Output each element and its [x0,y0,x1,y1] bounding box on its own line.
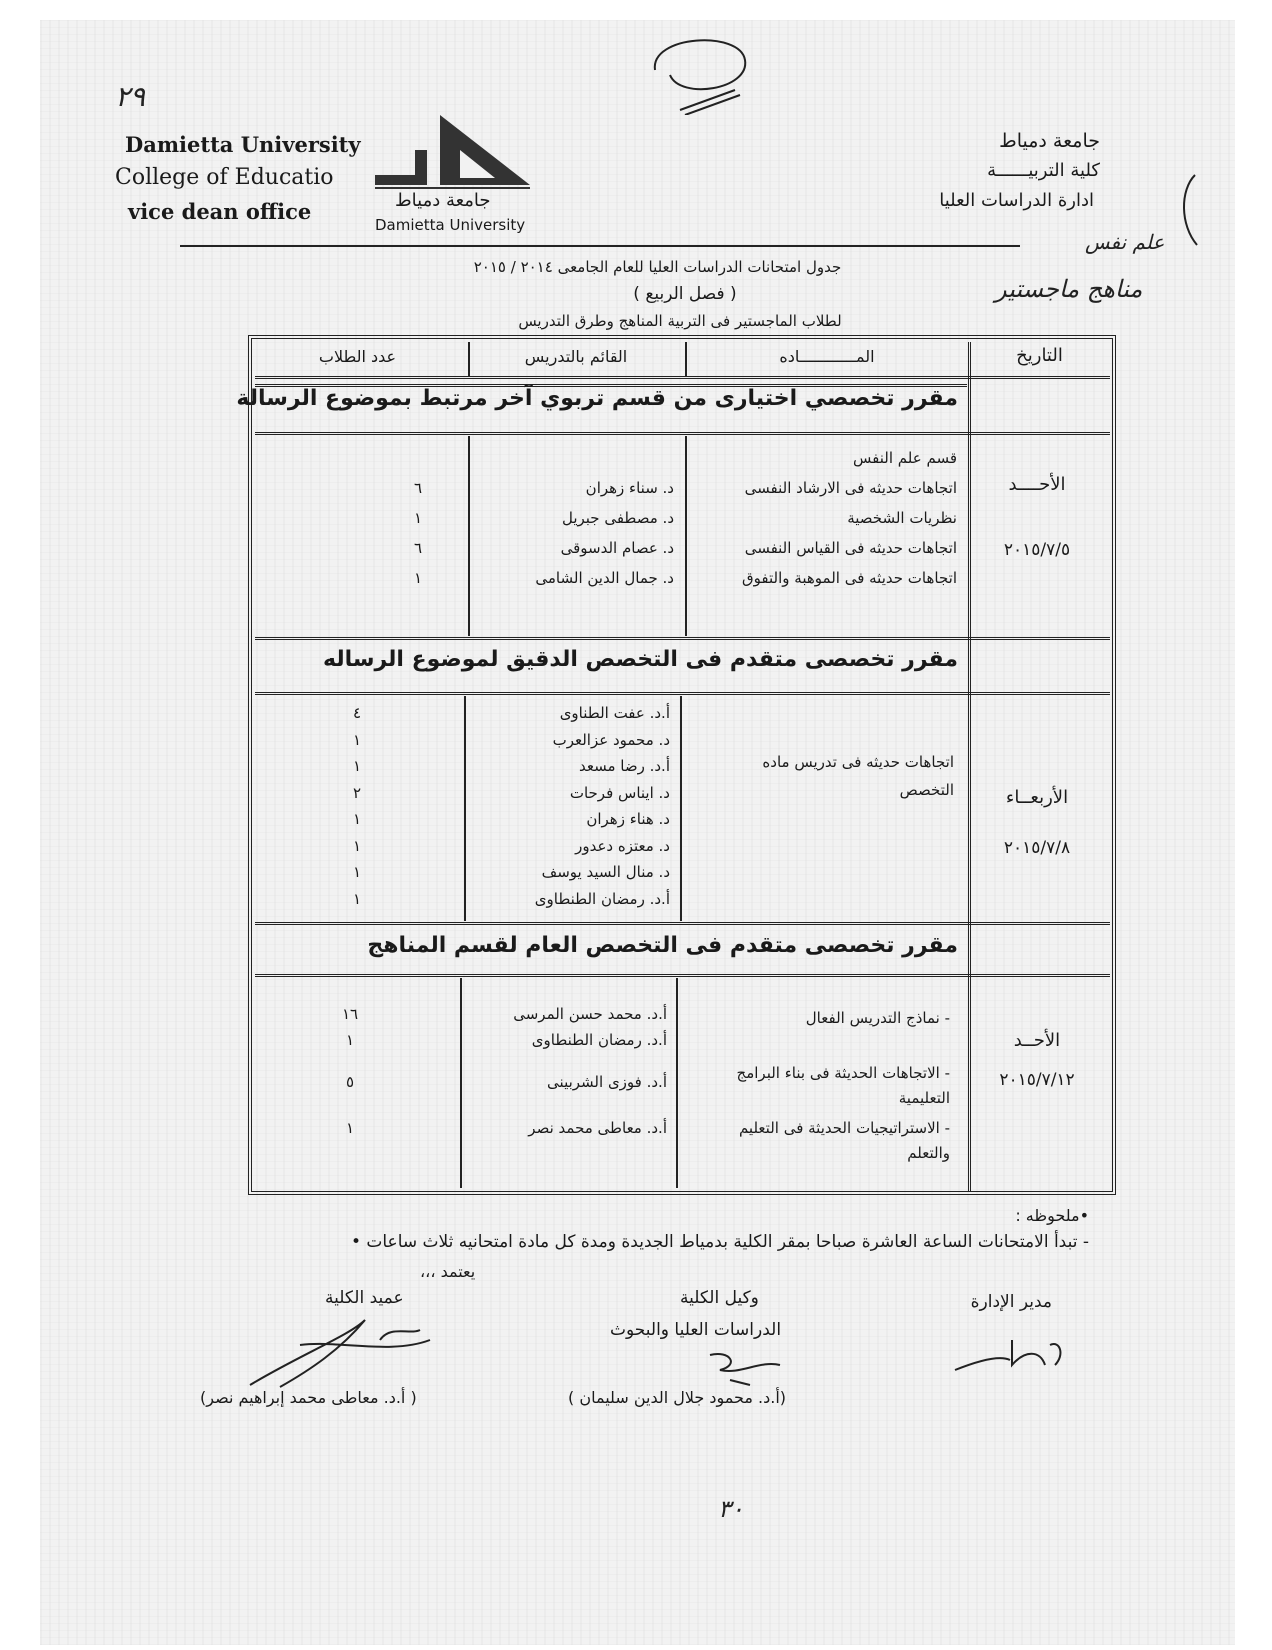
dean-title: عميد الكلية [325,1288,404,1308]
header-en-line-3: vice dean office [128,199,312,224]
teacher-item: د. هناء زهران [586,810,670,828]
manager-signature-icon [950,1330,1070,1380]
teacher-item: أ.د. فوزى الشربينى [547,1073,667,1091]
approve-text: يعتمد ،،، [420,1262,476,1281]
count-item: ١ [352,810,362,828]
subject-item: - نماذج التدريس الفعال [805,1009,950,1027]
logo-arabic-text: جامعة دمياط [395,190,491,211]
teacher-item: أ.د. عفت الطناوى [559,704,670,722]
teacher-item: د. عصام الدسوقى [560,539,674,557]
teacher-item: د. سناء زهران [585,479,674,497]
teacher-item: أ.د. معاطى محمد نصر [528,1119,667,1137]
subject-item: نظريات الشخصية [847,509,957,527]
section-2-title: مقرر تخصصى متقدم فى التخصص الدقيق لموضوع الرساله [322,647,958,672]
section-2-counts [337,700,377,912]
page-number-bottom: ٣٠ [718,1495,744,1523]
vice-dean-name: (أ.د. محمود جلال الدين سليمان ) [568,1388,787,1407]
subject-item: اتجاهات حديثه فى الموهبة والتفوق [742,569,957,587]
logo-english-text: Damietta University [375,216,526,234]
header-en-line-2: College of Educatio [115,165,334,190]
count-item: ٦ [413,539,423,557]
header-ar-line-1: جامعة دمياط [999,130,1100,152]
header-subject: المــــــــــــاده [779,347,875,366]
subject-item: التخصص [899,781,954,799]
schedule-table [236,335,1116,1195]
count-item: ٤ [352,704,362,722]
vice-dean-title: وكيل الكلية [680,1288,759,1308]
vice-dean-signature-icon [700,1345,790,1390]
count-item: ١ [345,1031,355,1049]
section-2-subjects [762,748,954,804]
subject-item: قسم علم النفس [853,449,957,467]
section-1-date: ٢٠١٥/٧/٥ [1003,540,1071,560]
section-2-date: ٢٠١٥/٧/٨ [1003,838,1071,858]
section-3-counts [330,1001,370,1141]
teacher-item: د. محمود عزالعرب [552,730,670,749]
teacher-item: د. ايناس فرحات [569,783,670,802]
count-item: ١ [352,730,362,749]
teacher-item: أ.د. محمد حسن المرسى [513,1005,667,1023]
section-2-day: الأربعــاء [1005,787,1069,808]
subject-item: - الاستراتيجيات الحديثة فى التعليم والتعلم [738,1119,950,1162]
count-item: ١ [413,569,423,587]
teacher-item: أ.د. رضا مسعد [579,757,670,775]
page-number-top: ٢٩ [115,80,146,113]
count-item: ١ [345,1119,355,1137]
count-item: ١ [352,836,362,855]
manager-title: مدير الإدارة [970,1292,1052,1312]
section-3-day: الأحــد [1013,1030,1061,1051]
section-3-subjects [700,1006,950,1171]
section-1-counts [398,473,438,593]
section-1-subjects [742,443,957,593]
students-title: لطلاب الماجستير فى التربية المناهج وطرق التدريس [518,312,842,330]
teacher-item: د. جمال الدين الشامى [535,569,674,587]
count-item: ١٦ [341,1005,359,1023]
teacher-item: د. منال السيد يوسف [541,863,670,881]
count-item: ٢ [352,783,362,802]
subject-item: اتجاهات حديثه فى تدريس ماده [762,753,954,771]
header-count: عدد الطلاب [318,347,397,366]
subject-item: - الاتجاهات الحديثة فى بناء البرامج التعليمية [736,1064,950,1107]
section-3-title: مقرر تخصصى متقدم فى التخصص العام لقسم المناهج [367,933,958,958]
header-divider [180,245,1020,247]
header-ar-line-3: ادارة الدراسات العليا [939,190,1094,211]
teacher-item: أ.د. رمضان الطنطاوى [531,1031,667,1049]
dean-name: ( أ.د. معاطى محمد إبراهيم نصر) [200,1388,417,1407]
count-item: ١ [352,863,362,881]
count-item: ٥ [345,1073,355,1091]
semester-title: ( فصل الربيع ) [633,284,737,304]
teacher-item: د. معتزه دعدور [575,836,670,855]
handwritten-bracket-icon [1175,170,1205,250]
notes-label: •ملحوظه : [1015,1206,1089,1225]
section-3-date: ٢٠١٥/٧/١٢ [999,1070,1075,1090]
dean-signature-icon [240,1315,440,1395]
handwritten-mark-icon [640,30,760,115]
count-item: ١ [352,889,362,908]
schedule-title: جدول امتحانات الدراسات العليا للعام الجامعى ٢٠١٤ / ٢٠١٥ [473,258,842,276]
subject-item: اتجاهات حديثه فى القياس النفسى [744,539,957,557]
count-item: ١ [413,509,423,527]
header-ar-line-2: كلية التربيــــــة [987,160,1100,181]
subject-item: اتجاهات حديثه فى الارشاد النفسى [744,479,957,497]
notes-text: - تبدأ الامتحانات الساعة العاشرة صباحا بمقر الكلية بدمياط الجديدة ومدة كل مادة امتحانيه ثلاث ساعات • [350,1232,1089,1252]
section-1-title: مقرر تخصصي اختيارى من قسم تربوي آخر مرتبط بموضوع الرسالة [236,386,958,411]
university-logo-icon [375,110,535,190]
handwritten-note-1: علم نفس [1085,230,1165,254]
vice-dean-subtitle: الدراسات العليا والبحوث [610,1320,782,1340]
section-2-teachers [535,700,670,912]
header-date: التاريخ [1016,345,1063,366]
section-1-day: الأحــــد [1008,474,1066,495]
header-en-line-1: Damietta University [125,132,361,157]
count-item: ٦ [413,479,423,497]
count-item: ١ [352,757,362,775]
teacher-item: د. مصطفى جبريل [561,509,674,527]
section-1-teachers [535,473,674,593]
teacher-item: أ.د. رمضان الطنطاوى [534,889,670,908]
section-3-teachers [513,1001,667,1141]
header-teacher: القائم بالتدريس [524,347,628,366]
handwritten-note-2: مناهج ماجستير [995,275,1143,303]
